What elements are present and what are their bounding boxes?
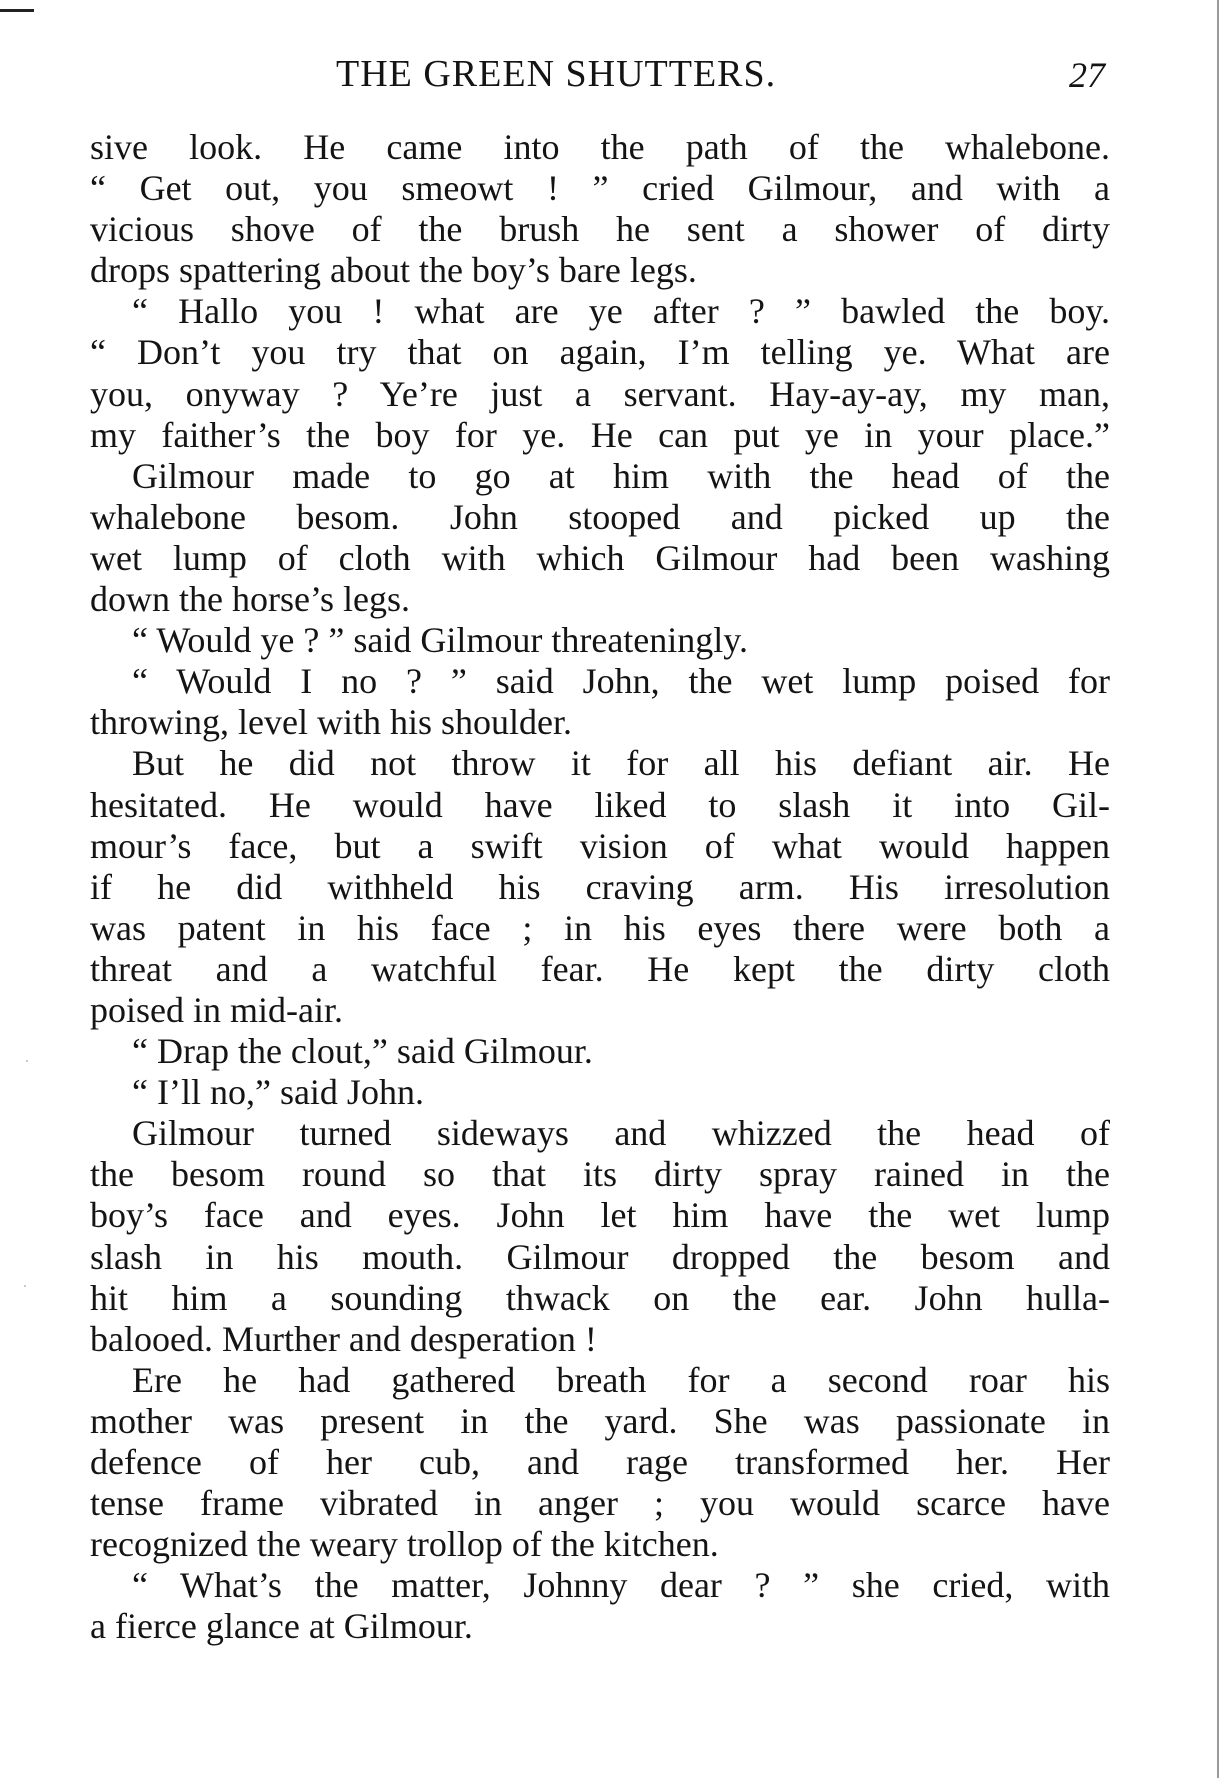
text-line: sive look. He came into the path of the whalebone. (90, 127, 1110, 167)
text-line: a fierce glance at Gilmour. (90, 1606, 473, 1647)
paper-speck (24, 1285, 26, 1287)
text-line: if he did withheld his craving arm. His irresolution (90, 866, 1110, 907)
text-line: recognized the weary trollop of the kitchen. (90, 1524, 719, 1565)
text-line: tense frame vibrated in anger ; you would scarce have (90, 1483, 1110, 1524)
page-number: 27 (1069, 55, 1105, 95)
text-line: “ Don’t you try that on again, I’m telling ye. What are (90, 332, 1110, 373)
text-line: wet lump of cloth with which Gilmour had been washing (90, 537, 1110, 578)
page-header (90, 52, 1105, 102)
body-text (90, 127, 1110, 1647)
text-line: “ Would ye ? ” said Gilmour threateningly. (132, 620, 748, 661)
text-line: drops spattering about the boy’s bare legs. (90, 250, 697, 291)
text-line: poised in mid-air. (90, 989, 343, 1030)
text-line: “ Get out, you smeowt ! ” cried Gilmour, and with a (90, 168, 1110, 209)
text-line: “ Drap the clout,” said Gilmour. (132, 1031, 593, 1072)
text-line: Gilmour made to go at him with the head of the (132, 455, 1110, 496)
text-line: “ What’s the matter, Johnny dear ? ” she cried, with (132, 1565, 1110, 1606)
text-line: my faither’s the boy for ye. He can put ye in your place.” (90, 414, 1110, 455)
text-line: threat and a watchful fear. He kept the dirty cloth (90, 948, 1110, 989)
text-line: “ I’ll no,” said John. (132, 1072, 424, 1113)
edge-mark (0, 9, 34, 12)
text-line: Ere he had gathered breath for a second roar his (132, 1359, 1110, 1400)
text-line: throwing, level with his shoulder. (90, 702, 572, 743)
text-line: But he did not throw it for all his defiant air. He (132, 743, 1110, 784)
text-line: hesitated. He would have liked to slash it into Gil- (90, 784, 1110, 825)
running-title: THE GREEN SHUTTERS. (336, 53, 777, 95)
text-line: balooed. Murther and desperation ! (90, 1318, 597, 1359)
text-line: the besom round so that its dirty spray rained in the (90, 1154, 1110, 1195)
text-line: hit him a sounding thwack on the ear. John hulla- (90, 1277, 1110, 1318)
text-line: mour’s face, but a swift vision of what would happen (90, 825, 1110, 866)
text-line: vicious shove of the brush he sent a shower of dirty (90, 209, 1110, 250)
text-line: “ Would I no ? ” said John, the wet lump poised for (132, 661, 1110, 702)
text-line: boy’s face and eyes. John let him have the wet lump (90, 1195, 1110, 1236)
text-line: Gilmour turned sideways and whizzed the head of (132, 1113, 1110, 1154)
paper-speck (26, 1060, 28, 1062)
text-line: “ Hallo you ! what are ye after ? ” bawled the boy. (132, 291, 1110, 332)
text-line: defence of her cub, and rage transformed her. Her (90, 1442, 1110, 1482)
text-line: whalebone besom. John stooped and picked up the (90, 496, 1110, 537)
text-line: down the horse’s legs. (90, 579, 410, 620)
text-line: slash in his mouth. Gilmour dropped the besom and (90, 1236, 1110, 1277)
page-edge-rule (1217, 0, 1219, 1778)
text-line: mother was present in the yard. She was passionate in (90, 1400, 1110, 1441)
text-line: was patent in his face ; in his eyes there were both a (90, 907, 1110, 948)
text-line: you, onyway ? Ye’re just a servant. Hay-ay-ay, my man, (90, 373, 1110, 414)
